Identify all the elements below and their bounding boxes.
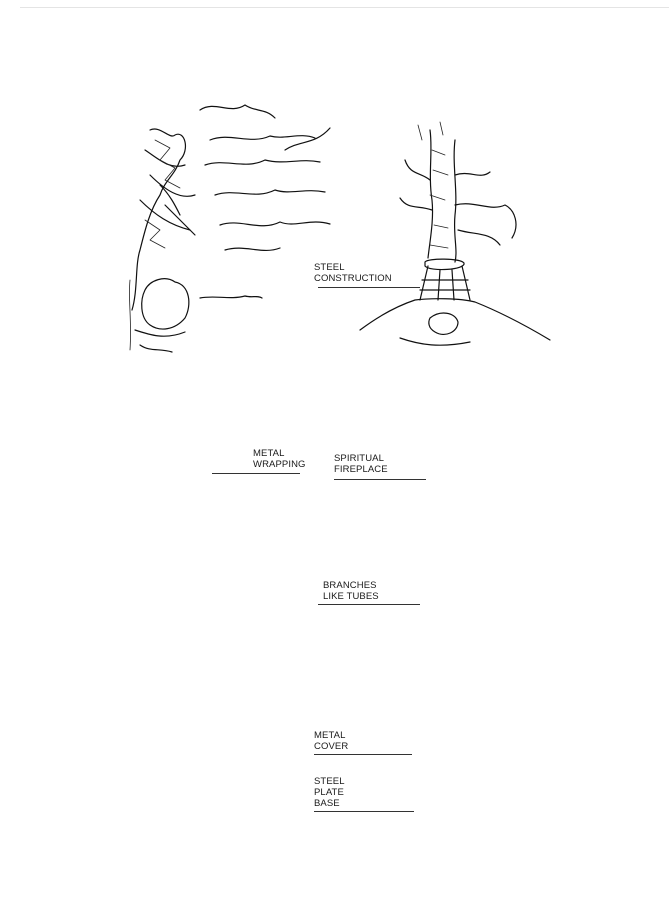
leader-steel-plate-base (314, 811, 414, 812)
label-branches-like-tubes: BRANCHES LIKE TUBES (323, 580, 379, 602)
leader-metal-cover (314, 754, 412, 755)
leader-metal-wrapping (212, 473, 300, 474)
label-spiritual-fireplace: SPIRITUAL FIREPLACE (334, 453, 388, 475)
label-steel-plate-base: STEEL PLATE BASE (314, 776, 345, 809)
leader-steel-construction (318, 287, 420, 288)
sketch-windswept-tree (132, 105, 330, 352)
label-steel-construction: STEEL CONSTRUCTION (314, 262, 392, 284)
sketch-steel-construction-tree (360, 130, 550, 345)
label-metal-wrapping: METAL WRAPPING (253, 448, 306, 470)
label-metal-cover: METAL COVER (314, 730, 349, 752)
leader-branches-like-tubes (318, 604, 420, 605)
leader-spiritual-fireplace (334, 479, 426, 480)
